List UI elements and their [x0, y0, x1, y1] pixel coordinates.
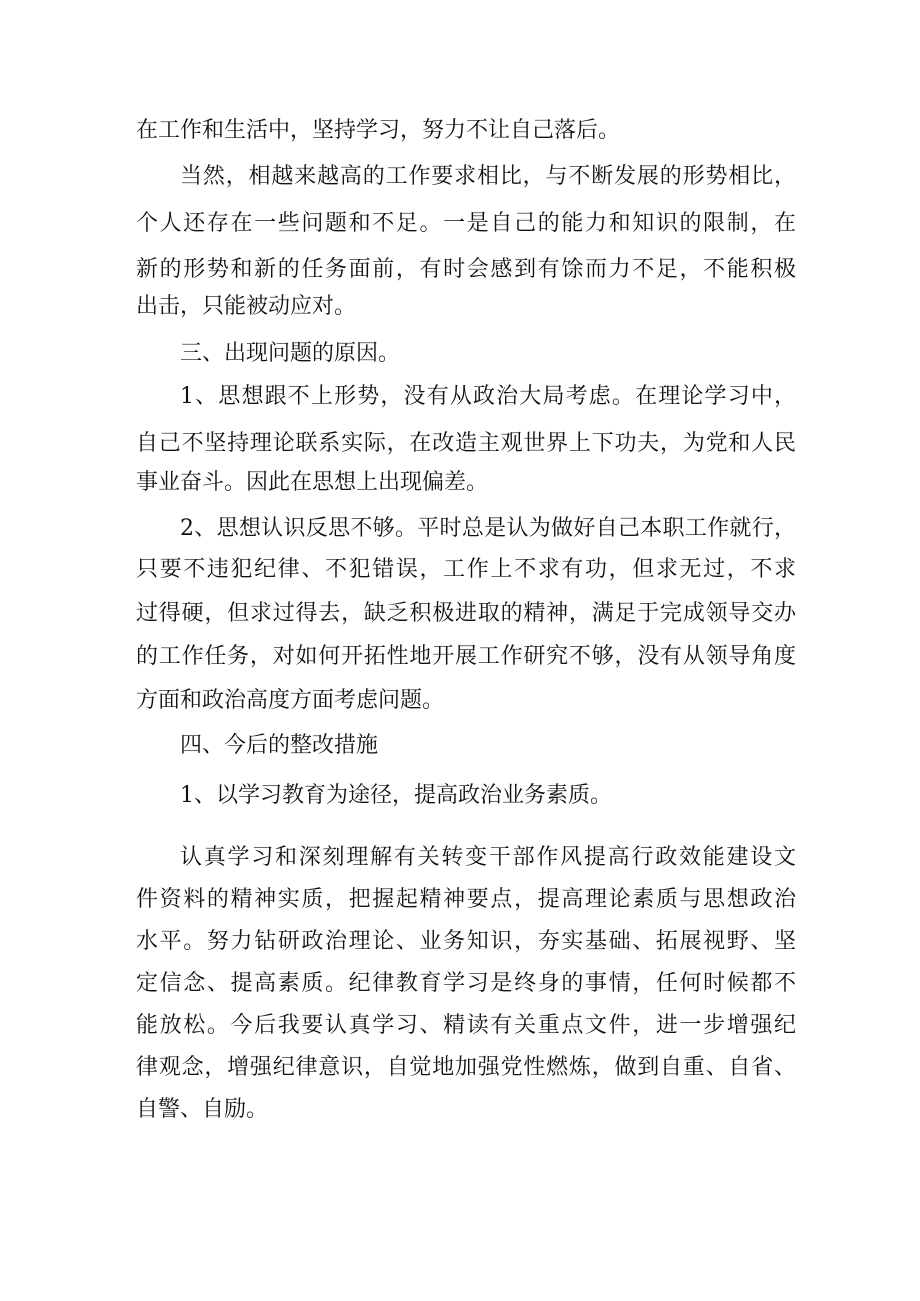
- paragraph-line: 能放松。今后我要认真学习、精读有关重点文件，进一步增强纪: [136, 1013, 796, 1038]
- paragraph-line: 水平。努力钻研政治理论、业务知识，夯实基础、拓展视野、坚: [136, 929, 796, 954]
- paragraph-line: 只要不违犯纪律、不犯错误，工作上不求有功，但求无过，不求: [136, 557, 796, 582]
- paragraph-line: 个人还存在一些问题和不足。一是自己的能力和知识的限制，在: [136, 211, 796, 236]
- subsection-heading: 1、以学习教育为途径，提高政治业务素质。: [180, 783, 612, 808]
- paragraph-line: 当然，相越来越高的工作要求相比，与不断发展的形势相比，: [180, 164, 796, 189]
- paragraph-line: 事业奋斗。因此在思想上出现偏差。: [136, 470, 489, 495]
- paragraph-line: 1、思想跟不上形势，没有从政治大局考虑。在理论学习中，: [180, 384, 796, 409]
- paragraph-line: 在工作和生活中，坚持学习，努力不让自己落后。: [136, 118, 621, 143]
- paragraph-line: 律观念，增强纪律意识，自觉地加强党性燃炼，做到自重、自省、: [136, 1055, 796, 1080]
- paragraph-line: 自警、自励。: [136, 1097, 269, 1122]
- paragraph-line: 认真学习和深刻理解有关转变干部作风提高行政效能建设文: [180, 845, 796, 870]
- paragraph-line: 方面和政治高度方面考虑问题。: [136, 688, 445, 713]
- paragraph-line: 2、思想认识反思不够。平时总是认为做好自己本职工作就行，: [180, 516, 796, 541]
- paragraph-line: 定信念、提高素质。纪律教育学习是终身的事情，任何时候都不: [136, 971, 796, 996]
- paragraph-line: 过得硬，但求过得去，缺乏积极进取的精神，满足于完成领导交办: [136, 601, 796, 626]
- paragraph-line: 件资料的精神实质，把握起精神要点，提高理论素质与思想政治: [136, 887, 796, 912]
- paragraph-line: 的工作任务，对如何开拓性地开展工作研究不够，没有从领导角度: [136, 644, 796, 669]
- section-heading: 四、今后的整改措施: [180, 733, 379, 758]
- paragraph-line: 自己不坚持理论联系实际，在改造主观世界上下功夫，为党和人民: [136, 431, 796, 456]
- paragraph-line: 新的形势和新的任务面前，有时会感到有馀而力不足，不能积极: [136, 257, 796, 282]
- section-heading: 三、出现问题的原因。: [180, 341, 401, 366]
- paragraph-line: 出击，只能被动应对。: [136, 294, 357, 319]
